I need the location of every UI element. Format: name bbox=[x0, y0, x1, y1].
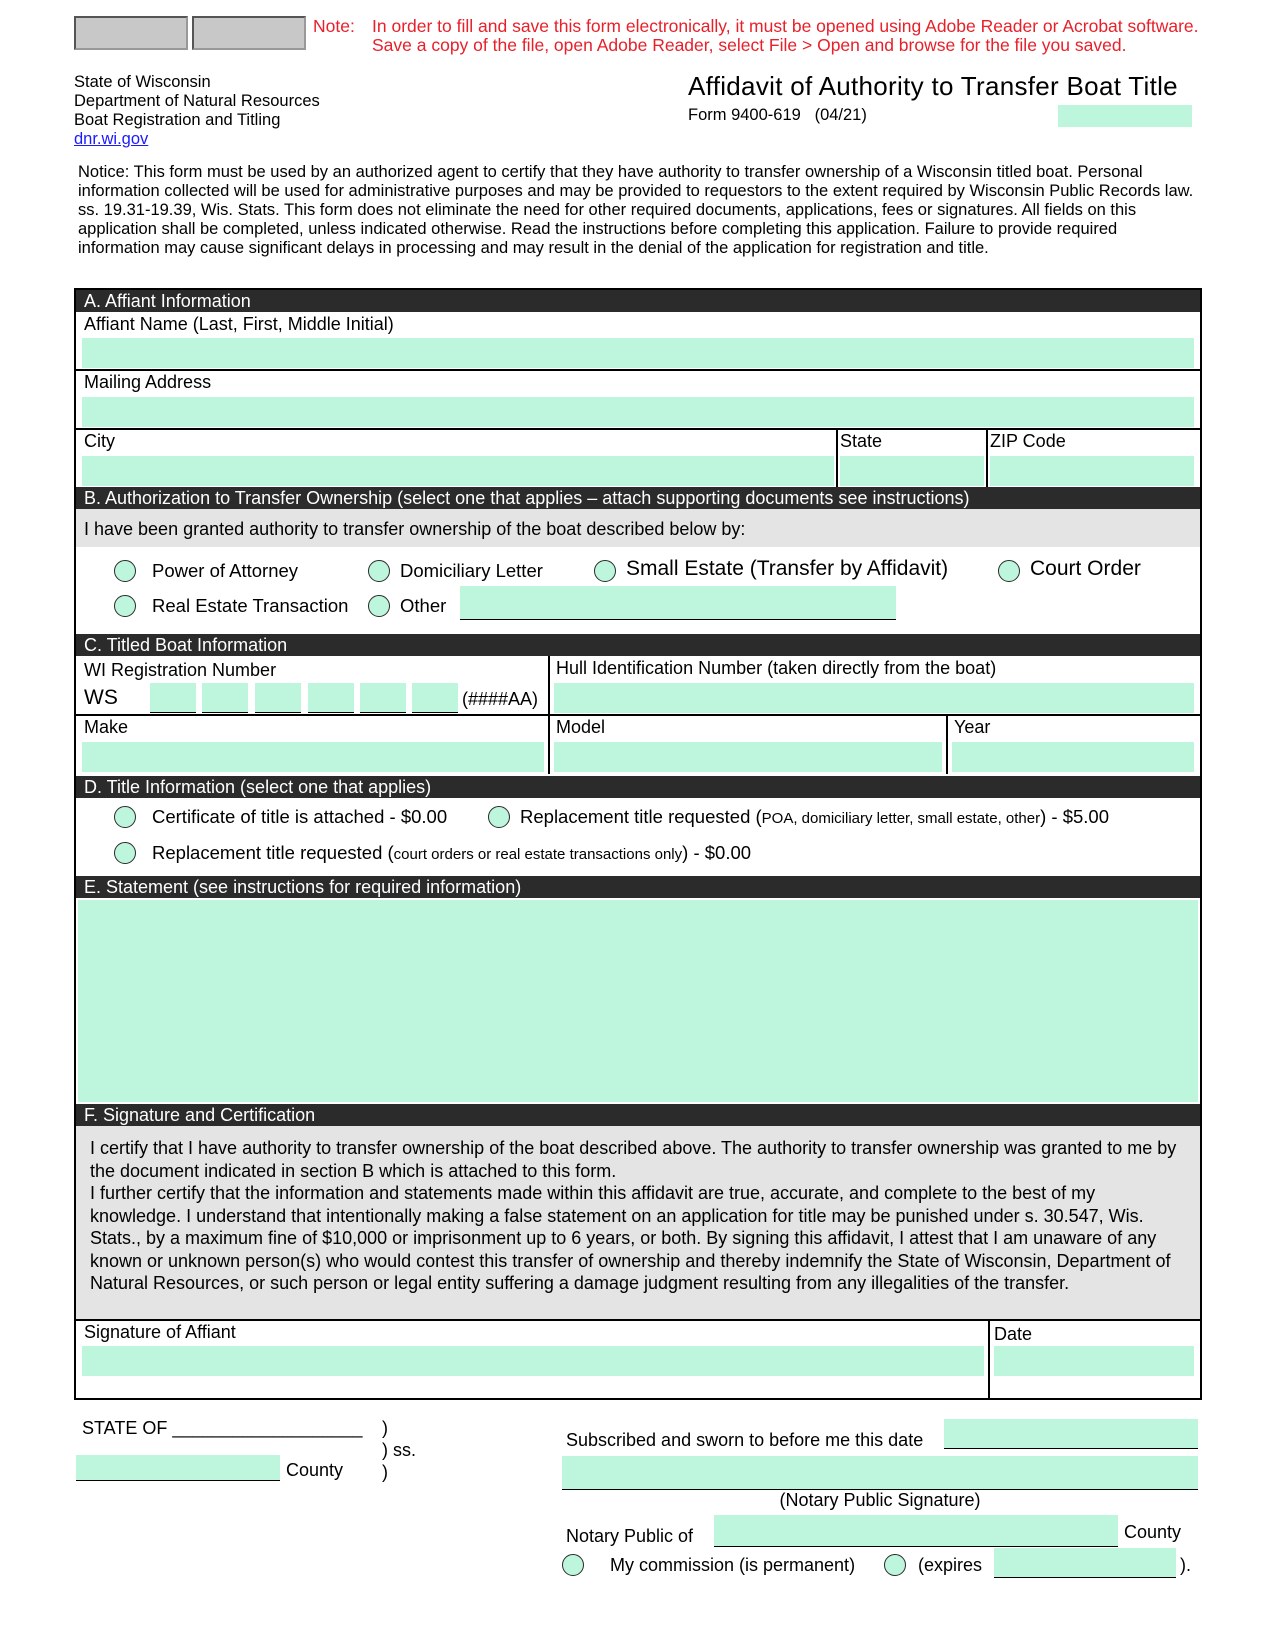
reg-letter-2[interactable] bbox=[412, 683, 458, 713]
real-estate-radio[interactable] bbox=[114, 595, 136, 617]
other-label: Other bbox=[400, 595, 447, 616]
court-order-radio[interactable] bbox=[998, 560, 1020, 582]
section-b-intro: I have been granted authority to transfer ownership of the boat described below by: bbox=[84, 519, 746, 539]
replacement-5-label: Replacement title requested (POA, domiciliary letter, small estate, other) - $5.00 bbox=[520, 806, 1109, 827]
note-line-1: In order to fill and save this form electronically, it must be opened using Adobe Reader or Acrobat software. bbox=[372, 16, 1199, 36]
section-b-header: B. Authorization to Transfer Ownership (select one that applies – attach supporting documents see instructions) bbox=[76, 487, 1200, 509]
city-label: City bbox=[84, 431, 115, 451]
expires-label: (expires bbox=[918, 1555, 983, 1575]
agency-department: Department of Natural Resources bbox=[74, 92, 320, 110]
print-button[interactable] bbox=[74, 16, 188, 50]
agency-division: Boat Registration and Titling bbox=[74, 111, 281, 129]
reg-digit-3[interactable] bbox=[255, 683, 301, 713]
mailing-address-label: Mailing Address bbox=[84, 372, 212, 392]
note-label: Note: bbox=[313, 16, 355, 36]
reg-digit-1[interactable] bbox=[150, 683, 196, 713]
year-label: Year bbox=[954, 717, 991, 737]
mailing-address-field[interactable] bbox=[82, 397, 1194, 427]
replacement-0-label: Replacement title requested (court orders or real estate transactions only) - $0.00 bbox=[152, 842, 752, 863]
certification-para-1: I certify that I have authority to transfer ownership of the boat described above. The authority to transfer ownership was granted to me by the document indicated in section B which is attached to this form. bbox=[90, 1138, 1177, 1181]
section-a-header: A. Affiant Information bbox=[76, 290, 1200, 312]
clear-form-button[interactable] bbox=[192, 16, 306, 50]
commission-permanent-label: My commission (is permanent) bbox=[610, 1555, 856, 1575]
reg-letter-1[interactable] bbox=[360, 683, 406, 713]
date-label: Date bbox=[994, 1324, 1033, 1344]
paren-1: ) bbox=[382, 1418, 388, 1438]
replacement-0-radio[interactable] bbox=[114, 842, 136, 864]
commission-permanent-radio[interactable] bbox=[562, 1554, 584, 1576]
notary-county-field[interactable] bbox=[714, 1515, 1118, 1547]
wi-registration-label: WI Registration Number bbox=[84, 660, 277, 680]
make-field[interactable] bbox=[82, 742, 544, 772]
agency-link[interactable]: dnr.wi.gov bbox=[74, 130, 149, 148]
court-order-label: Court Order bbox=[1030, 557, 1141, 580]
expires-close: ). bbox=[1180, 1555, 1191, 1575]
notary-signature-label: (Notary Public Signature) bbox=[779, 1490, 981, 1510]
subscribed-date-field[interactable] bbox=[944, 1419, 1198, 1449]
zip-label: ZIP Code bbox=[990, 431, 1066, 451]
expires-date-field[interactable] bbox=[994, 1548, 1176, 1578]
power-of-attorney-radio[interactable] bbox=[114, 560, 136, 582]
signature-label: Signature of Affiant bbox=[84, 1322, 236, 1342]
registration-format: (####AA) bbox=[462, 689, 539, 709]
form-id-field[interactable] bbox=[1058, 105, 1192, 127]
section-c-header: C. Titled Boat Information bbox=[76, 634, 1200, 656]
affiant-name-field[interactable] bbox=[82, 338, 1194, 368]
small-estate-radio[interactable] bbox=[594, 560, 616, 582]
model-field[interactable] bbox=[554, 742, 942, 772]
form-body bbox=[74, 288, 1202, 1400]
reg-digit-2[interactable] bbox=[202, 683, 248, 713]
state-of-label: STATE OF ___________________ bbox=[82, 1418, 363, 1438]
real-estate-label: Real Estate Transaction bbox=[152, 595, 349, 616]
subscribed-label: Subscribed and sworn to before me this date bbox=[566, 1430, 924, 1450]
ss-label: ) ss. bbox=[382, 1440, 416, 1460]
certificate-attached-radio[interactable] bbox=[114, 806, 136, 828]
state-field[interactable] bbox=[840, 456, 984, 486]
agency-state: State of Wisconsin bbox=[74, 73, 211, 91]
affiant-name-label: Affiant Name (Last, First, Middle Initial) bbox=[84, 314, 394, 334]
notice-text: Notice: This form must be used by an authorized agent to certify that they have authority to transfer ownership of a Wisconsin titled boat. Personal information collected will be used for administrative purposes and may be provided to requestors to the extent required by Wisconsin Public Records law. ss. 19.31-19.39, Wis. Stats. This form does not eliminate the need for other required documents, applications, fees or signatures. All fields on this application shall be completed, unless indicated otherwise. Read the instructions before completing this application. Failure to provide required information may cause significant delays in processing and may result in the denial of the application for registration and title. bbox=[78, 163, 1194, 257]
notary-of-label: Notary Public of bbox=[566, 1526, 694, 1546]
domiciliary-letter-label: Domiciliary Letter bbox=[400, 560, 543, 581]
other-specify-field[interactable] bbox=[460, 586, 896, 620]
statement-field[interactable] bbox=[78, 900, 1198, 1102]
power-of-attorney-label: Power of Attorney bbox=[152, 560, 299, 581]
small-estate-label: Small Estate (Transfer by Affidavit) bbox=[626, 557, 949, 580]
model-label: Model bbox=[556, 717, 606, 737]
note-line-2: Save a copy of the file, open Adobe Reader, select File > Open and browse for the file you saved. bbox=[372, 35, 1127, 55]
domiciliary-letter-radio[interactable] bbox=[368, 560, 390, 582]
signature-field[interactable] bbox=[82, 1346, 984, 1376]
commission-expires-radio[interactable] bbox=[884, 1554, 906, 1576]
date-field[interactable] bbox=[994, 1346, 1194, 1376]
year-field[interactable] bbox=[952, 742, 1194, 772]
city-field[interactable] bbox=[82, 456, 834, 486]
section-f-header: F. Signature and Certification bbox=[76, 1104, 1200, 1126]
state-label: State bbox=[840, 431, 883, 451]
paren-3: ) bbox=[382, 1462, 388, 1482]
make-label: Make bbox=[84, 717, 129, 737]
county-field[interactable] bbox=[76, 1455, 280, 1481]
reg-digit-4[interactable] bbox=[308, 683, 354, 713]
replacement-5-radio[interactable] bbox=[488, 806, 510, 828]
registration-prefix: WS bbox=[84, 686, 118, 709]
other-radio[interactable] bbox=[368, 595, 390, 617]
hin-field[interactable] bbox=[554, 683, 1194, 713]
section-d-header: D. Title Information (select one that applies) bbox=[76, 776, 1200, 798]
form-number: Form 9400-619 (04/21) bbox=[688, 106, 867, 124]
section-e-header: E. Statement (see instructions for required information) bbox=[76, 876, 1200, 898]
notary-signature-field[interactable] bbox=[562, 1456, 1198, 1490]
county-label: County bbox=[286, 1460, 344, 1480]
certificate-attached-label: Certificate of title is attached - $0.00 bbox=[152, 806, 448, 827]
form-title: Affidavit of Authority to Transfer Boat Title bbox=[688, 71, 1178, 101]
notary-county-label: County bbox=[1124, 1522, 1182, 1542]
hin-label: Hull Identification Number (taken directly from the boat) bbox=[556, 658, 997, 678]
certification-para-2: I further certify that the information and statements made within this affidavit are true, accurate, and complete to the best of my knowledge. I understand that intentionally making a false statement on an application for title may be punished under s. 30.547, Wis. Stats., by a maximum fine of $10,000 or imprisonment up to 6 years, or both. By signing this affidavit, I attest that I am unaware of any known or unknown person(s) who would contest this transfer of ownership and thereby indemnify the State of Wisconsin, Department of Natural Resources, or such person or legal entity suffering a damage judgment resulting from any illegalities of the transfer. bbox=[90, 1183, 1171, 1293]
zip-field[interactable] bbox=[990, 456, 1194, 486]
